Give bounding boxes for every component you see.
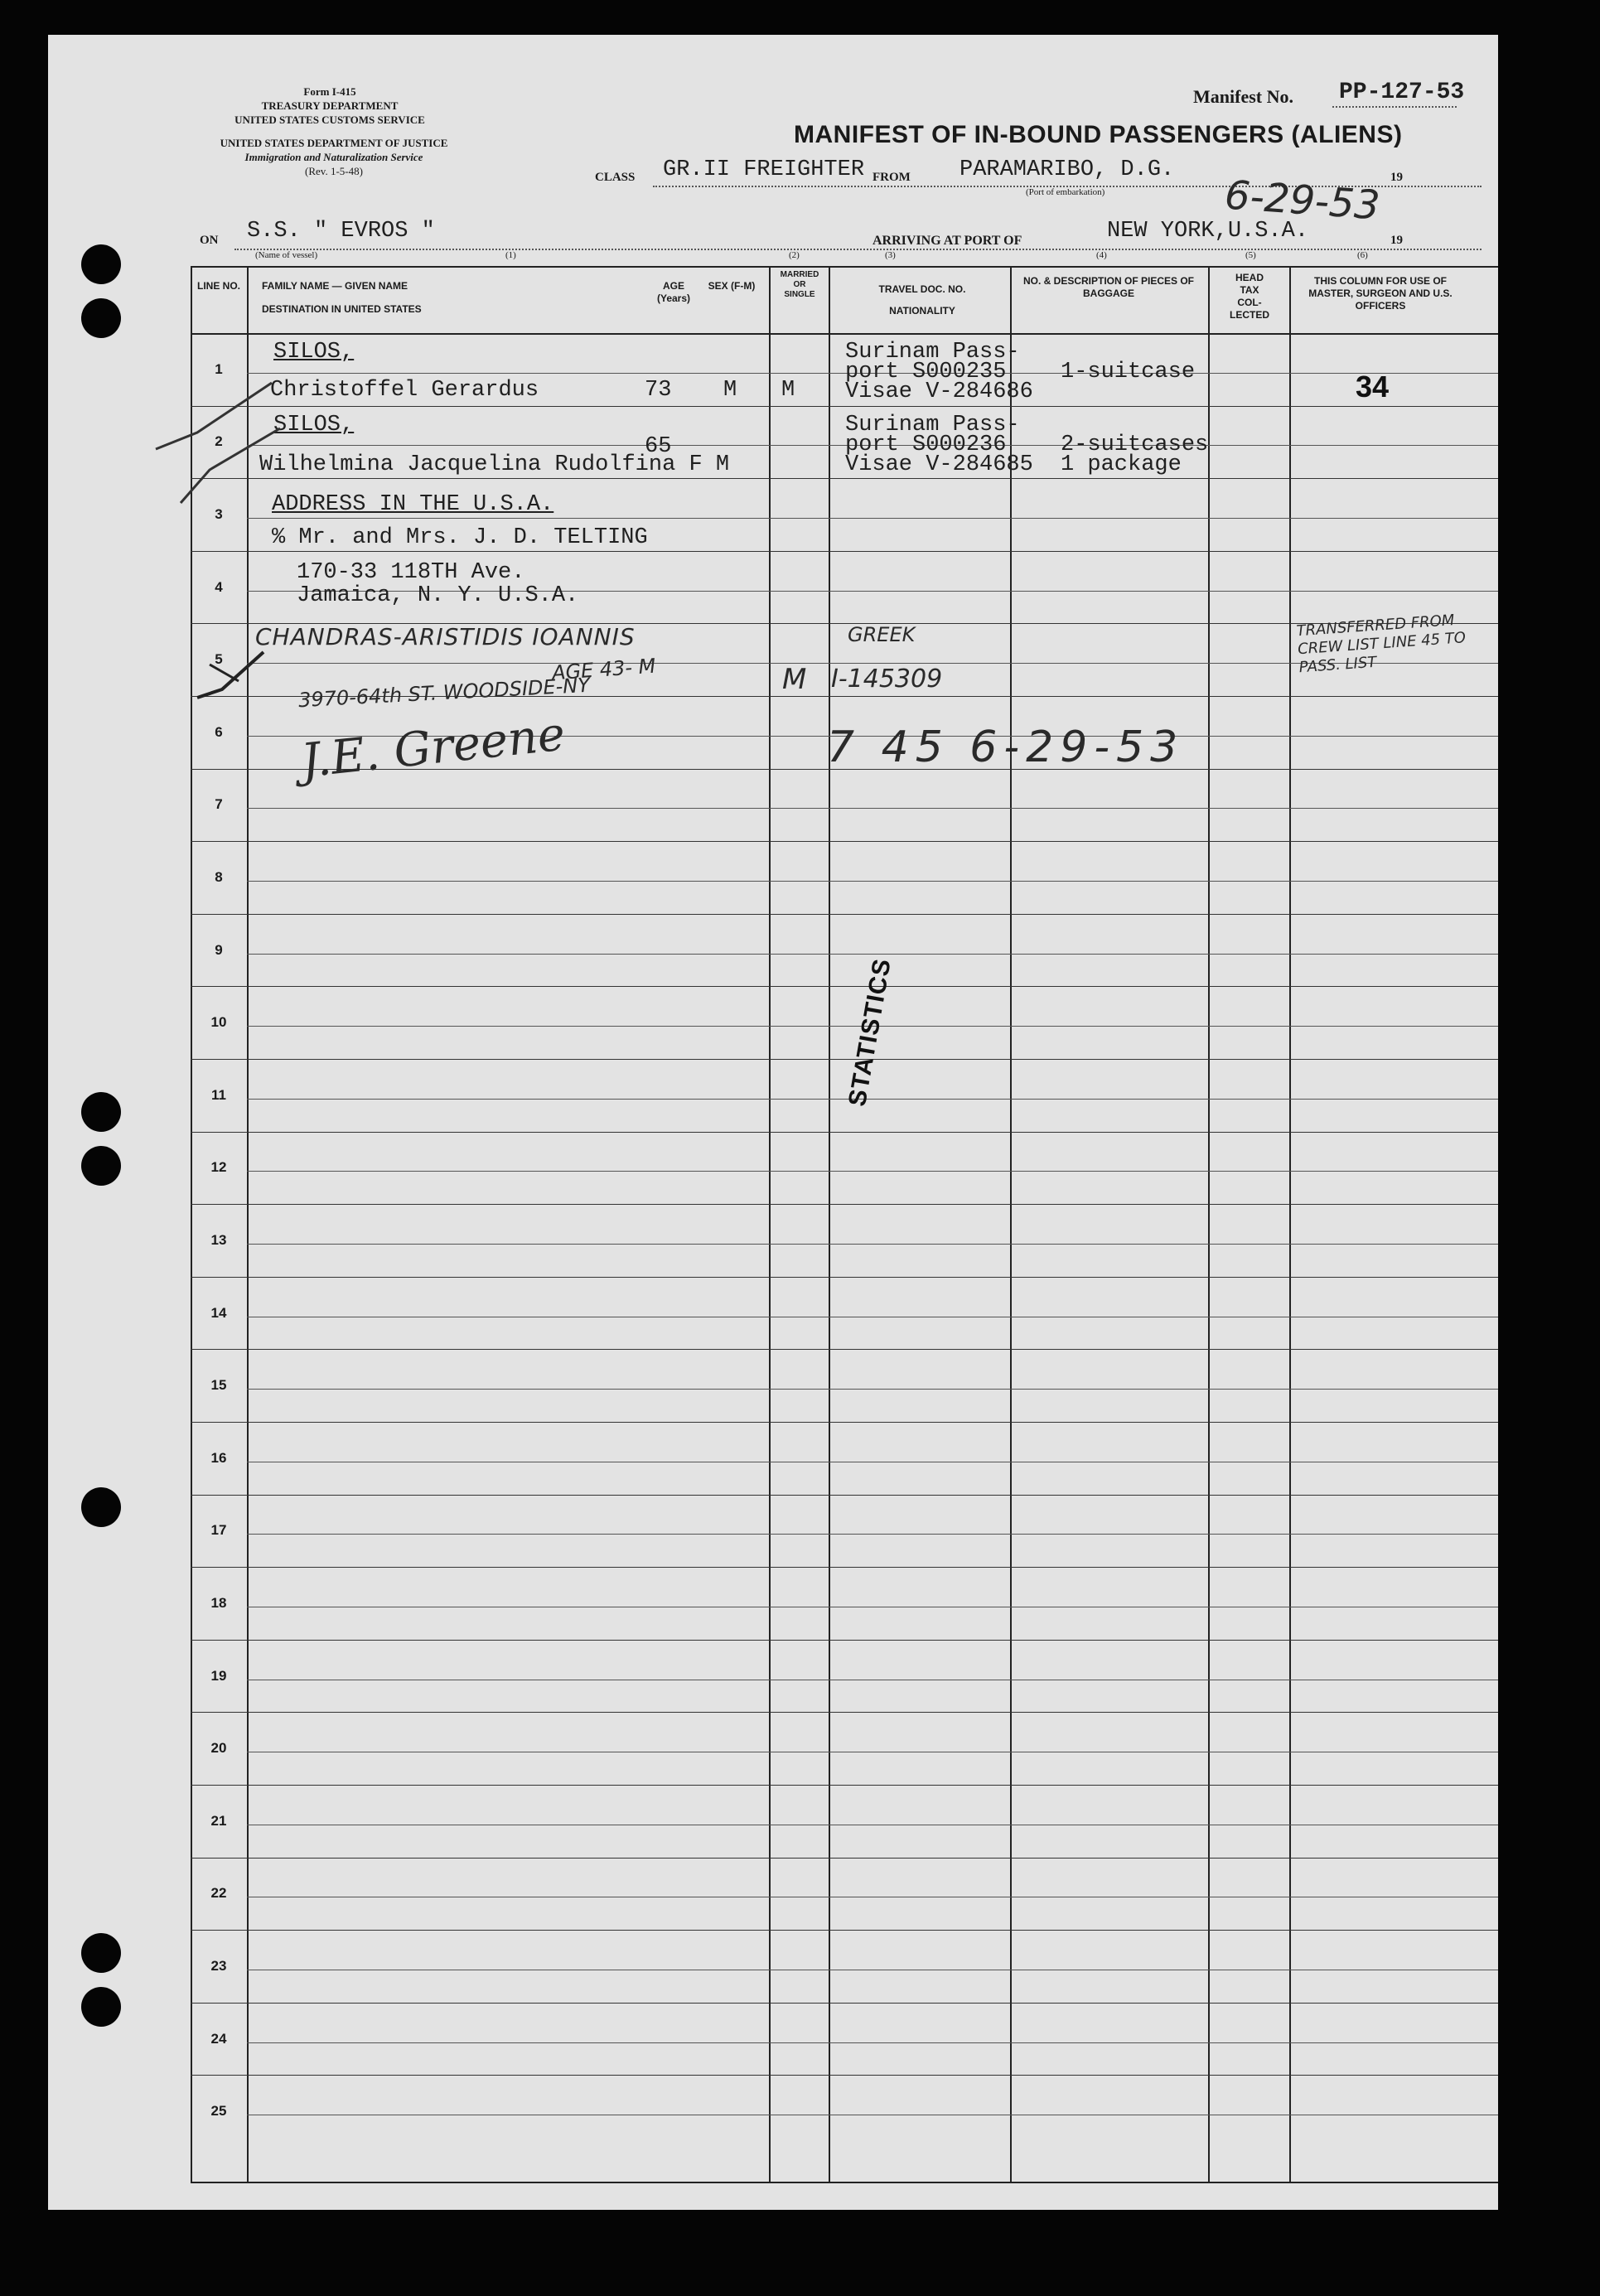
row-divider	[191, 986, 1498, 987]
row-divider	[191, 841, 1498, 842]
line-number: 22	[210, 1885, 227, 1902]
line-number: 12	[210, 1159, 227, 1176]
p1-age: 73	[645, 378, 672, 403]
line-number: 20	[210, 1740, 227, 1757]
handwritten-doc-no: I-145309	[831, 665, 943, 694]
class-label: CLASS	[595, 171, 636, 184]
handwritten-arrival-date: 6-29-53	[1223, 172, 1382, 230]
p1-baggage: 1-suitcase	[1061, 360, 1196, 384]
p2-family-name: SILOS,	[273, 413, 355, 437]
p2-age: 65	[645, 434, 672, 459]
handwritten-transfer-note: TRANSFERRED FROM CREW LIST LINE 45 TO PASS. LIST	[1295, 611, 1467, 677]
row-subline	[247, 954, 1498, 955]
port-embarkation-note: (Port of embarkation)	[1026, 187, 1105, 197]
handwritten-address: 3970-64th ST. WOODSIDE-NY	[297, 673, 591, 713]
manifest-title: MANIFEST OF IN-BOUND PASSENGERS (ALIENS)	[794, 121, 1403, 148]
on-label: ON	[200, 234, 219, 247]
line-number: 23	[210, 1958, 227, 1974]
vessel-note: (Name of vessel)	[255, 250, 318, 260]
col-ref-1: (1)	[505, 250, 516, 260]
row-divider	[191, 1422, 1498, 1423]
line-number: 1	[215, 360, 223, 377]
row-divider	[191, 1785, 1498, 1786]
header-head-tax: HEAD TAX COL- LECTED	[1230, 272, 1269, 321]
address-line-1: % Mr. and Mrs. J. D. TELTING	[272, 525, 648, 550]
p1-sex: M	[723, 378, 737, 403]
class-value: GR.II FREIGHTER	[663, 157, 865, 182]
line-number: 17	[210, 1522, 227, 1539]
manifest-number-label: Manifest No.	[1193, 86, 1293, 107]
handwritten-nationality: GREEK	[848, 623, 916, 646]
p1-given-name: Christoffel Gerardus	[270, 378, 539, 403]
binder-hole	[81, 1987, 121, 2027]
line-number: 14	[210, 1304, 227, 1321]
check-mark-line-5	[189, 648, 280, 714]
binder-hole	[81, 1933, 121, 1973]
p2-baggage-2: 1 package	[1061, 452, 1182, 477]
col-ref-2: (2)	[789, 250, 800, 260]
line-number: 4	[215, 578, 223, 595]
line-number: 11	[211, 1086, 226, 1103]
row-divider	[191, 551, 1498, 552]
row-divider	[191, 2075, 1498, 2076]
line-number: 9	[215, 941, 223, 958]
from-label: FROM	[873, 171, 911, 184]
arriving-label: ARRIVING AT PORT OF	[873, 234, 1022, 248]
p1-doc-line-3: Visae V-284686	[845, 379, 1033, 404]
binder-hole	[81, 1092, 121, 1132]
line-number: 24	[210, 2030, 227, 2047]
p1-family-name: SILOS,	[273, 340, 355, 365]
p1-marital: M	[781, 378, 795, 403]
line-number: 10	[210, 1014, 227, 1031]
p1-doc-line-1: Surinam Pass-	[845, 340, 1020, 365]
binder-hole	[81, 244, 121, 284]
line-number: 3	[215, 506, 223, 522]
line-number: 7	[215, 796, 223, 813]
header-name: FAMILY NAME — GIVEN NAME	[262, 280, 408, 292]
p1-doc-line-2: port S000235	[845, 360, 1007, 384]
line-number: 21	[210, 1812, 227, 1829]
header-line-no: LINE NO.	[196, 280, 240, 292]
revision: (Rev. 1-5-48)	[305, 165, 363, 177]
address-heading: ADDRESS IN THE U.S.A.	[272, 492, 554, 517]
row-divider	[191, 1858, 1498, 1859]
p2-doc-line-3: Visae V-284685	[845, 452, 1033, 477]
col-ref-5: (5)	[1245, 250, 1256, 260]
row-subline	[247, 2042, 1498, 2043]
p2-given-name-sex-marital: Wilhelmina Jacquelina Rudolfina F M	[259, 452, 730, 477]
row-subline	[247, 1171, 1498, 1172]
p1-officer-mark: 34	[1356, 370, 1390, 404]
binder-hole	[81, 298, 121, 338]
line-number: 13	[210, 1232, 227, 1248]
address-line-3: Jamaica, N. Y. U.S.A.	[297, 583, 579, 608]
header-sex: SEX (F-M)	[708, 280, 756, 292]
line-number: 5	[215, 651, 223, 668]
year-prefix-1: 19	[1390, 171, 1403, 184]
from-value: PARAMARIBO, D.G.	[960, 157, 1175, 182]
line-number: 25	[210, 2103, 227, 2120]
handwritten-name: CHANDRAS-ARISTIDIS IOANNIS	[255, 623, 636, 650]
col-ref-3: (3)	[885, 250, 896, 260]
row-divider	[191, 1567, 1498, 1568]
arriving-port: NEW YORK,U.S.A.	[1107, 219, 1309, 244]
row-subline	[247, 1534, 1498, 1535]
row-divider	[191, 1277, 1498, 1278]
row-subline	[247, 808, 1498, 809]
statistics-stamp: STATISTICS	[844, 956, 897, 1109]
header-officers-column: THIS COLUMN FOR USE OF MASTER, SURGEON AND U.S. OFFICERS	[1308, 275, 1453, 312]
year-prefix-2: 19	[1390, 234, 1403, 247]
row-subline	[247, 1389, 1498, 1390]
line-number: 16	[210, 1449, 227, 1466]
row-divider	[191, 1132, 1498, 1133]
vessel-name: S.S. " EVROS "	[247, 219, 435, 244]
row-subline	[247, 518, 1498, 519]
line-number: 18	[210, 1595, 227, 1611]
row-divider	[191, 1204, 1498, 1205]
ins-service: Immigration and Naturalization Service	[244, 151, 423, 163]
line-number: 19	[210, 1667, 227, 1684]
handwritten-date-line: 7 45 6-29-53	[827, 723, 1185, 772]
row-divider	[191, 914, 1498, 915]
check-mark-line-2	[164, 424, 346, 524]
row-divider	[191, 2003, 1498, 2004]
binder-hole	[81, 1146, 121, 1186]
row-divider	[191, 406, 1498, 407]
p2-doc-line-2: port S000236	[845, 433, 1007, 457]
header-nationality: NATIONALITY	[889, 305, 955, 317]
customs-service: UNITED STATES CUSTOMS SERVICE	[234, 114, 425, 126]
row-divider	[191, 1640, 1498, 1641]
form-number: Form I-415	[303, 85, 356, 98]
line-number: 2	[215, 433, 223, 450]
p2-baggage-1: 2-suitcases	[1061, 433, 1209, 457]
manifest-table	[191, 266, 1498, 2183]
address-line-2: 170-33 118TH Ave.	[297, 560, 525, 585]
line-number: 8	[215, 869, 223, 885]
justice-department: UNITED STATES DEPARTMENT OF JUSTICE	[220, 137, 448, 149]
line-number: 15	[210, 1377, 227, 1394]
handwritten-age-sex: AGE 43- M	[551, 654, 657, 685]
col-ref-6: (6)	[1357, 250, 1368, 260]
row-divider	[191, 1059, 1498, 1060]
header-destination: DESTINATION IN UNITED STATES	[262, 303, 422, 315]
row-subline	[247, 1244, 1498, 1245]
handwritten-signature: J.E. Greene	[298, 707, 568, 789]
col-ref-4: (4)	[1096, 250, 1107, 260]
p2-doc-line-1: Surinam Pass-	[845, 413, 1020, 437]
row-divider	[191, 1349, 1498, 1350]
binder-hole	[81, 1487, 121, 1527]
header-travel-doc: TRAVEL DOC. NO.	[878, 283, 966, 295]
treasury-department: TREASURY DEPARTMENT	[261, 99, 399, 112]
line-number: 6	[215, 723, 223, 740]
row-divider	[191, 1495, 1498, 1496]
row-divider	[191, 1930, 1498, 1931]
row-divider	[191, 478, 1498, 479]
row-subline	[247, 881, 1498, 882]
manifest-sheet	[48, 35, 1498, 2210]
manifest-number: PP-127-53	[1339, 80, 1465, 105]
header-age: AGE (Years)	[656, 280, 691, 304]
header-baggage: NO. & DESCRIPTION OF PIECES OF BAGGAGE	[1022, 275, 1195, 299]
row-divider	[191, 1712, 1498, 1713]
header-married-single: MARRIED OR SINGLE	[780, 270, 819, 299]
handwritten-marital: M	[782, 663, 807, 696]
